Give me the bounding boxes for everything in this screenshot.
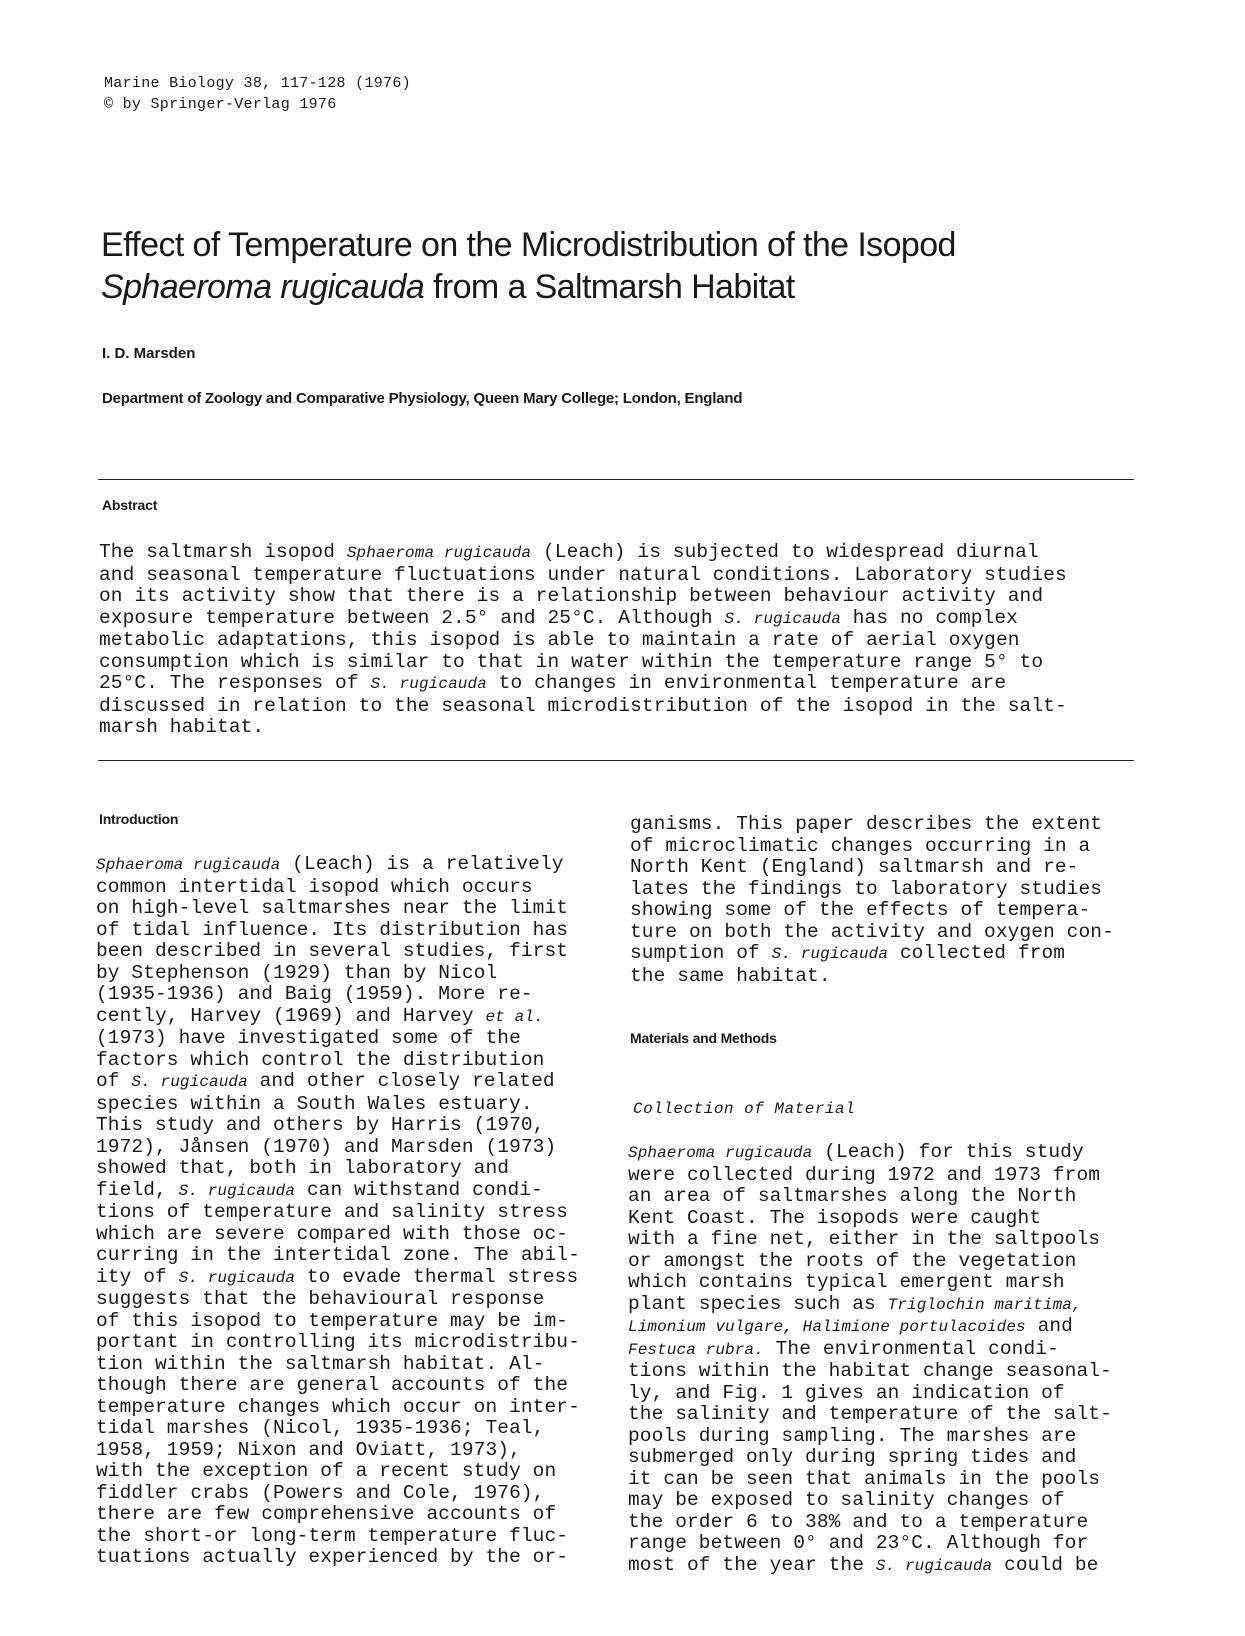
methods-text: most of the year the [628,1553,876,1576]
title-line-2-rest: from a Saltmarsh Habitat [424,268,795,306]
abstract-text: exposure temperature between 2.5° and 25°C. Although [99,606,725,629]
methods-heading: Materials and Methods [630,1030,777,1046]
abstract-top-rule [98,479,1134,480]
intro-cont-text: of microclimatic changes occurring in a [630,834,1091,857]
abstract-species-name: Sphaeroma rugicauda [346,544,532,562]
intro-text: (Leach) is a relatively [280,853,564,875]
methods-line [628,1447,1148,1469]
intro-line [96,1526,616,1548]
abstract-text: consumption which is similar to that in water within the temperature range 5° to [99,650,1044,673]
intro-line [96,1050,616,1072]
intro-cont-text: showing some of the effects of tempera- [630,899,1091,921]
abstract-line [99,652,1159,674]
intro-text: species within a South Wales estuary. [96,1092,533,1115]
intro-text: by Stephenson (1929) than by Nicol [96,961,498,984]
intro-text: of this isopod to temperature may be im- [96,1309,569,1332]
abstract-text: (Leach) is subjected to widespread diurnal [531,541,1039,563]
intro-line [96,1028,616,1050]
methods-text: (Leach) for this study [812,1141,1084,1163]
intro-cont-text: North Kent (England) saltmarsh and re- [630,856,1079,878]
intro-text: suggests that the behavioural response [96,1288,545,1310]
methods-species-name: S. rugicauda [875,1556,993,1575]
intro-line [96,1483,616,1505]
journal-header [104,73,411,115]
intro-line [96,941,616,963]
title-line-1: Effect of Temperature on the Microdistribution of the Isopod [101,226,956,264]
methods-text: and [1025,1315,1073,1337]
methods-line [628,1555,1148,1578]
methods-line [628,1512,1148,1534]
abstract-text: marsh habitat. [99,716,265,738]
methods-line [628,1294,1148,1317]
intro-line [96,1332,616,1354]
methods-text: could be [992,1553,1099,1576]
methods-line [628,1272,1148,1294]
intro-cont-text: ganisms. This paper describes the extent [630,813,1103,835]
intro-line [96,1267,616,1290]
introduction-heading: Introduction [99,811,179,827]
intro-cont-text: ture on both the activity and oxygen con- [630,920,1114,943]
abstract-body [99,542,1159,739]
intro-line [96,1245,616,1267]
methods-text: ly, and Fig. 1 gives an indication of [628,1381,1065,1404]
intro-text: to evade thermal stress [295,1265,579,1288]
abstract-text: discussed in relation to the seasonal microdistribution of the isopod in the salt- [99,694,1067,717]
methods-line [628,1339,1148,1362]
journal-citation: Marine Biology 38, 117-128 (1976) [104,75,411,92]
intro-line [96,963,616,985]
intro-line [96,1504,616,1526]
intro-text: with the exception of a recent study on [96,1460,557,1482]
intro-line [96,920,616,942]
intro-text: tidal marshes (Nicol, 1935-1936; Teal, [96,1417,545,1439]
intro-line [96,1375,616,1397]
title-species: Sphaeroma rugicauda [101,268,425,306]
intro-line [96,898,616,920]
methods-text: may be exposed to salinity changes of [628,1489,1065,1511]
author-affiliation: Department of Zoology and Comparative Physiology, Queen Mary College; London, England [102,390,743,407]
intro-text: tuations actually experienced by the or- [96,1546,569,1568]
methods-text: the order 6 to 38% and to a temperature [628,1510,1089,1533]
methods-line [628,1251,1148,1273]
intro-line [96,1137,616,1159]
intro-line [96,1354,616,1376]
abstract-text: and seasonal temperature fluctuations under natural conditions. Laboratory studies [99,563,1067,586]
intro-text: can withstand condi- [295,1178,543,1201]
methods-line [628,1229,1148,1251]
abstract-line [99,630,1159,652]
methods-line [628,1165,1148,1187]
intro-text: field, [96,1178,179,1201]
intro-cont-line [630,814,1150,836]
introduction-body [96,854,616,1569]
intro-text: fiddler crabs (Powers and Cole, 1976), [96,1481,545,1504]
methods-text: range between 0° and 23°C. Although for [628,1532,1089,1554]
methods-line [628,1361,1148,1383]
abstract-text: to changes in environmental temperature are [486,672,1007,694]
collection-subheading: Collection of Material [633,1100,856,1118]
intro-cont-line [630,943,1150,966]
intro-text: 1958, 1959; Nixon and Oviatt, 1973), [96,1438,521,1461]
intro-species-name: S. rugicauda [178,1181,296,1200]
introduction-continued [630,814,1150,987]
intro-cont-text: lates the findings to laboratory studies [630,877,1103,900]
intro-cont-line [630,922,1150,944]
abstract-text: The saltmarsh isopod [99,541,347,563]
intro-cont-line [630,966,1150,988]
intro-text: (1973) have investigated some of the [96,1027,521,1049]
abstract-species-name: S. rugicauda [370,675,487,693]
intro-text: on high-level saltmarshes near the limit [96,897,569,919]
intro-cont-species-name: S. rugicauda [771,945,889,963]
methods-text: were collected during 1972 and 1973 from [628,1163,1101,1186]
intro-text: portant in controlling its microdistribu- [96,1331,580,1353]
intro-line [96,1158,616,1180]
intro-line [96,1115,616,1137]
intro-text: and other closely related [247,1070,555,1092]
intro-line [96,1461,616,1483]
intro-line [96,1180,616,1203]
intro-text: been described in several studies, first [96,940,569,962]
methods-line [628,1186,1148,1208]
intro-text: of [96,1070,132,1092]
intro-text: tions of temperature and salinity stress [96,1201,569,1223]
methods-line [628,1404,1148,1426]
methods-text: the salinity and temperature of the salt- [628,1403,1112,1425]
copyright-line: © by Springer-Verlag 1976 [104,96,337,113]
methods-species-name: Sphaeroma rugicauda [628,1144,813,1162]
intro-line [96,1440,616,1462]
intro-cont-text: collected from [888,942,1066,964]
abstract-text: has no complex [840,606,1018,629]
methods-species-name: Limonium vulgare, Halimione portulacoides [628,1318,1026,1336]
intro-text: of tidal influence. Its distribution has [96,918,569,941]
methods-line [628,1426,1148,1448]
methods-text: an area of saltmarshes along the North [628,1185,1077,1207]
intro-line [96,1094,616,1116]
methods-text: which contains typical emergent marsh [628,1271,1065,1293]
methods-line [628,1208,1148,1230]
intro-text: the short-or long-term temperature fluc- [96,1524,569,1547]
intro-cont-line [630,836,1150,858]
methods-line [628,1490,1148,1512]
article-title [101,224,1161,308]
abstract-line [99,565,1159,587]
intro-line [96,1397,616,1419]
methods-text: pools during sampling. The marshes are [628,1424,1077,1447]
methods-line [628,1469,1148,1491]
title-line-2 [101,266,1161,308]
methods-line [628,1316,1148,1339]
abstract-line [99,673,1159,696]
intro-line [96,984,616,1006]
abstract-text: metabolic adaptations, this isopod is able to maintain a rate of aerial oxygen [99,629,1020,651]
intro-line [96,854,616,877]
methods-line [628,1533,1148,1555]
abstract-line [99,717,1159,739]
abstract-text: on its activity show that there is a relationship between behaviour activity and [99,585,1044,607]
methods-text: or amongst the roots of the vegetation [628,1249,1077,1272]
intro-text: curring in the intertidal zone. The abil- [96,1244,580,1266]
methods-text: it can be seen that animals in the pools [628,1467,1101,1490]
intro-text: showed that, both in laboratory and [96,1157,510,1179]
intro-text: 1972), Jånsen (1970) and Marsden (1973) [96,1135,557,1158]
methods-body [628,1142,1148,1577]
abstract-line [99,608,1159,631]
intro-species-name: Sphaeroma rugicauda [96,856,281,874]
intro-text: temperature changes which occur on inter- [96,1395,580,1418]
methods-text: Kent Coast. The isopods were caught [628,1206,1042,1229]
intro-text: there are few comprehensive accounts of [96,1503,557,1525]
intro-line [96,1311,616,1333]
intro-text: factors which control the distribution [96,1048,545,1071]
methods-text: with a fine net, either in the saltpools [628,1228,1101,1250]
methods-text: plant species such as [628,1292,888,1315]
intro-line [96,1224,616,1246]
methods-species-name: Festuca rubra. [628,1340,764,1359]
abstract-bottom-rule [98,760,1134,761]
methods-species-name: Triglochin maritima, [887,1295,1082,1314]
methods-text: submerged only during spring tides and [628,1446,1077,1468]
abstract-line [99,696,1159,718]
intro-species-name: et al. [485,1007,544,1026]
abstract-heading: Abstract [102,497,158,513]
intro-line [96,1418,616,1440]
intro-text: This study and others by Harris (1970, [96,1114,545,1136]
intro-line [96,877,616,899]
abstract-line [99,586,1159,608]
abstract-line [99,542,1159,565]
intro-line [96,1202,616,1224]
intro-line [96,1289,616,1311]
methods-line [628,1142,1148,1165]
intro-text: though there are general accounts of the [96,1374,569,1396]
intro-line [96,1071,616,1094]
intro-text: ity of [96,1265,179,1288]
intro-text: cently, Harvey (1969) and Harvey [96,1004,486,1027]
intro-text: tion within the saltmarsh habitat. Al- [96,1352,545,1375]
intro-text: common intertidal isopod which occurs [96,875,533,898]
intro-cont-line [630,879,1150,901]
methods-text: The environmental condi- [763,1337,1059,1360]
intro-cont-line [630,900,1150,922]
abstract-text: 25°C. The responses of [99,672,371,694]
intro-text: which are severe compared with those oc- [96,1222,569,1245]
intro-cont-text: sumption of [630,942,772,964]
methods-line [628,1383,1148,1405]
intro-line [96,1006,616,1029]
intro-species-name: S. rugicauda [178,1268,296,1287]
intro-cont-text: the same habitat. [630,964,831,987]
methods-text: tions within the habitat change seasonal- [628,1360,1112,1382]
intro-line [96,1547,616,1569]
author-name: I. D. Marsden [102,345,196,362]
intro-cont-line [630,857,1150,879]
abstract-species-name: S. rugicauda [724,609,841,628]
intro-text: (1935-1936) and Baig (1959). More re- [96,983,533,1005]
intro-species-name: S. rugicauda [131,1073,248,1091]
